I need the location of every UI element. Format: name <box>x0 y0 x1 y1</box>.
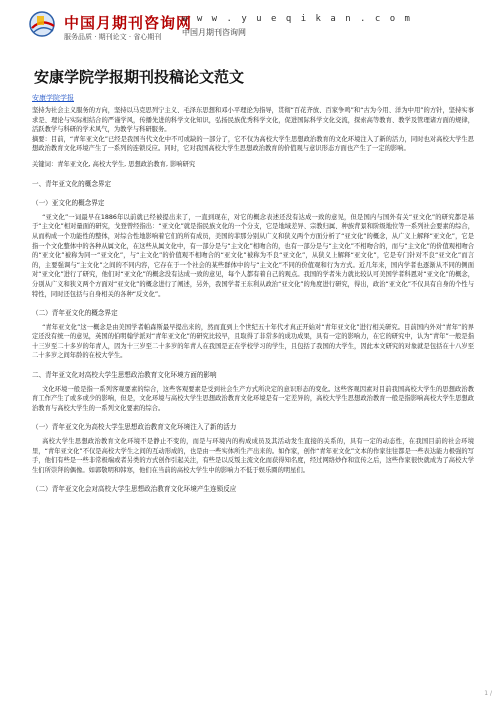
intro-paragraph: 坚持为社会主义服务的方向，坚持以马克思列宁主义、毛泽东思想和邓小平理论为指导，贯彻“百花齐放、百家争鸣”和“古为今用、洋为中用”的方针，坚持实事求是、理论与实际相结合的严谨学风，传播先进的科学文化知识，弘扬民族优秀科学文化，促进国际科学文化交流，探索高等教育、教学及管理诸方面的规律，活跃教学与科研的学术风气，为教学与科研服务。 <box>32 107 474 134</box>
logo-tagline: 服务品质 · 期刊论文 · 省心期刊 <box>64 33 162 41</box>
subsection-heading: （二）青年亚文化的概念界定 <box>32 309 118 318</box>
site-logo[interactable] <box>28 10 193 50</box>
globe-book-icon <box>28 10 58 40</box>
subsection-heading: （二）青年亚文化会对高校大学生思想政治教育文化环境产生连锁反应 <box>32 485 237 494</box>
body-paragraph: 文化环境一般是指一系列客观要素的综合，这些客观要素是受到社会生产方式所决定的意识形态的变化。这些客观因素对目前我国高校大学生的思想政治教育工作产生了或多或少的影响，但是，文化环境与高校大学生思想政治教育文化环境是有一定差异的，高校大学生思想政治教育一般是指影响高校大学生思想政治教育与高校大学生的一系列文化要素的综合。 <box>32 385 474 412</box>
keywords: 关键词：青年亚文化, 高校大学生, 思想政治教育, 影响研究 <box>32 160 196 168</box>
page-header <box>0 0 500 52</box>
body-paragraph: “青年亚文化”这一概念是由美国学者帕森斯最早提出来的，然而直到上个世纪五十年代才真正开始对“青年亚文化”进行相关研究。目前国内外对“青年”的界定还没有统一的意见，英国的伯明翰学派对“青年亚文化”的研究比较早，且取得了非常多的成功成果，具有一定的影响力，在它的研究中，认为“青年”一般是指十三岁至二十多岁的年青人，因为十三岁至二十多岁的年青人在我国是正在学校学习的学生，且包括了我国的大学生，因此本文研究的对象就是包括在十八岁至二十多岁之间年龄的在校大学生。 <box>32 323 474 360</box>
subsection-heading: （一）青年亚文化为高校大学生思想政治教育文化环境注入了新的活力 <box>32 423 237 432</box>
page-number: 1 / <box>484 690 492 697</box>
article-body <box>32 66 474 495</box>
intro-block <box>32 106 474 154</box>
section-heading: 一、青年亚文化的概念界定 <box>32 179 112 188</box>
abstract-paragraph: 摘要：目前，“青年亚文化”已经是我国当代文化中不可或缺的一部分了，它不仅为高校大学生思想政治教育的文化环境注入了新的活力，同时也对高校大学生思想政治教育文化环境产生了一系列的连锁反应。同时，它对我国高校大学生思想政治教育的价值观与意识形态方面也产生了一定的影响。 <box>32 135 474 153</box>
subsection-heading: （一）亚文化的概念界定 <box>32 199 105 208</box>
logo-text: 中国月期刊咨询网 <box>64 14 193 32</box>
section-heading: 二、青年亚文化对高校大学生思想政治教育文化环境方面的影响 <box>32 371 217 380</box>
journal-link[interactable]: 安康学院学报 <box>32 94 74 102</box>
site-url[interactable]: w w w . y u e q i k a n . c o m <box>182 14 412 24</box>
site-name: 中国月期刊咨询网 <box>182 28 246 37</box>
body-paragraph: 高校大学生思想政治教育文化环境不是静止不变的，而是与环境内的构成成员及其活动发生直接的关系的，具有一定的动态性，在我国目前的社会环境里，“青年亚文化”不仅是高校大学生之间的互动形成的，也是由一些实体所生产出来的。如作家，创作“青年亚文化”文本的作家往往都是一些表达能力极强的写手，他们有些是一些非常极端或者另类的方式创作引起关注，有些是以反叛主流文化而获得知名度，经过网络炒作和宣传之后，这些作家很快就成为了高校大学生们所崇拜的偶像。如郭敬明和韩寒，他们在当前的高校大学生中的影响力不低于娱乐圈的明星们。 <box>32 438 474 474</box>
body-paragraph: “亚文化”一词最早在1886年以前就已经被提出来了，一直到现在，对它的概念表述还没有达成一致的意见，但是国内与国外有关“亚文化”的研究都是基于“主文化”相对量面的研究，戈登曾经指出：“亚文化”就是指民族文化的一个分支，它是地域差异、宗教归属、种族背景和阶级地位等一系列社会要素的综合，从而构成一个功能性的整体，对综合性地影响着它们的所有成员，美国的菲那分别从广义和狭义两个方面分析了“亚文化”的概念，从广义上解释“亚文化”，它是指一个文化整体中的各种从属文化，在这些从属文化中，有一部分是与“主文化”相吻合的，也有一部分是与“主文化”不相吻合的，而与“主文化”的价值观相吻合的“亚文化”被称为同一“亚文化”，与“主文化”的价值观不相吻合的“亚文化”被称为不良“亚文化”，从狭义上解释“亚文化”，它是专门针对不良“亚文化”而言的，主要强调与“主文化”之间的不同内容，它存在于一个社会的某些群体中的与“主文化”不同的价值观和行为方式。近几年来，国内学者也逐渐从不同的侧面对“亚文化”进行了研究，他们对“亚文化”的概念没有达成一致的意见，每个人都有着自己的观点。我国的学者朱力就比较认可美国学者科恩对“亚文化”的概念，分别从广义和狭义两个方面对“亚文化”的概念进行了阐述，另外，我国学者王东利从政治“亚文化”的角度进行研究，得出，政治“亚文化”不仅具有自身的个性与特性，同时还包括与自身相关的各种“反文化”。 <box>32 213 474 298</box>
page-title: 安康学院学报期刊投稿论文范文 <box>34 68 245 86</box>
